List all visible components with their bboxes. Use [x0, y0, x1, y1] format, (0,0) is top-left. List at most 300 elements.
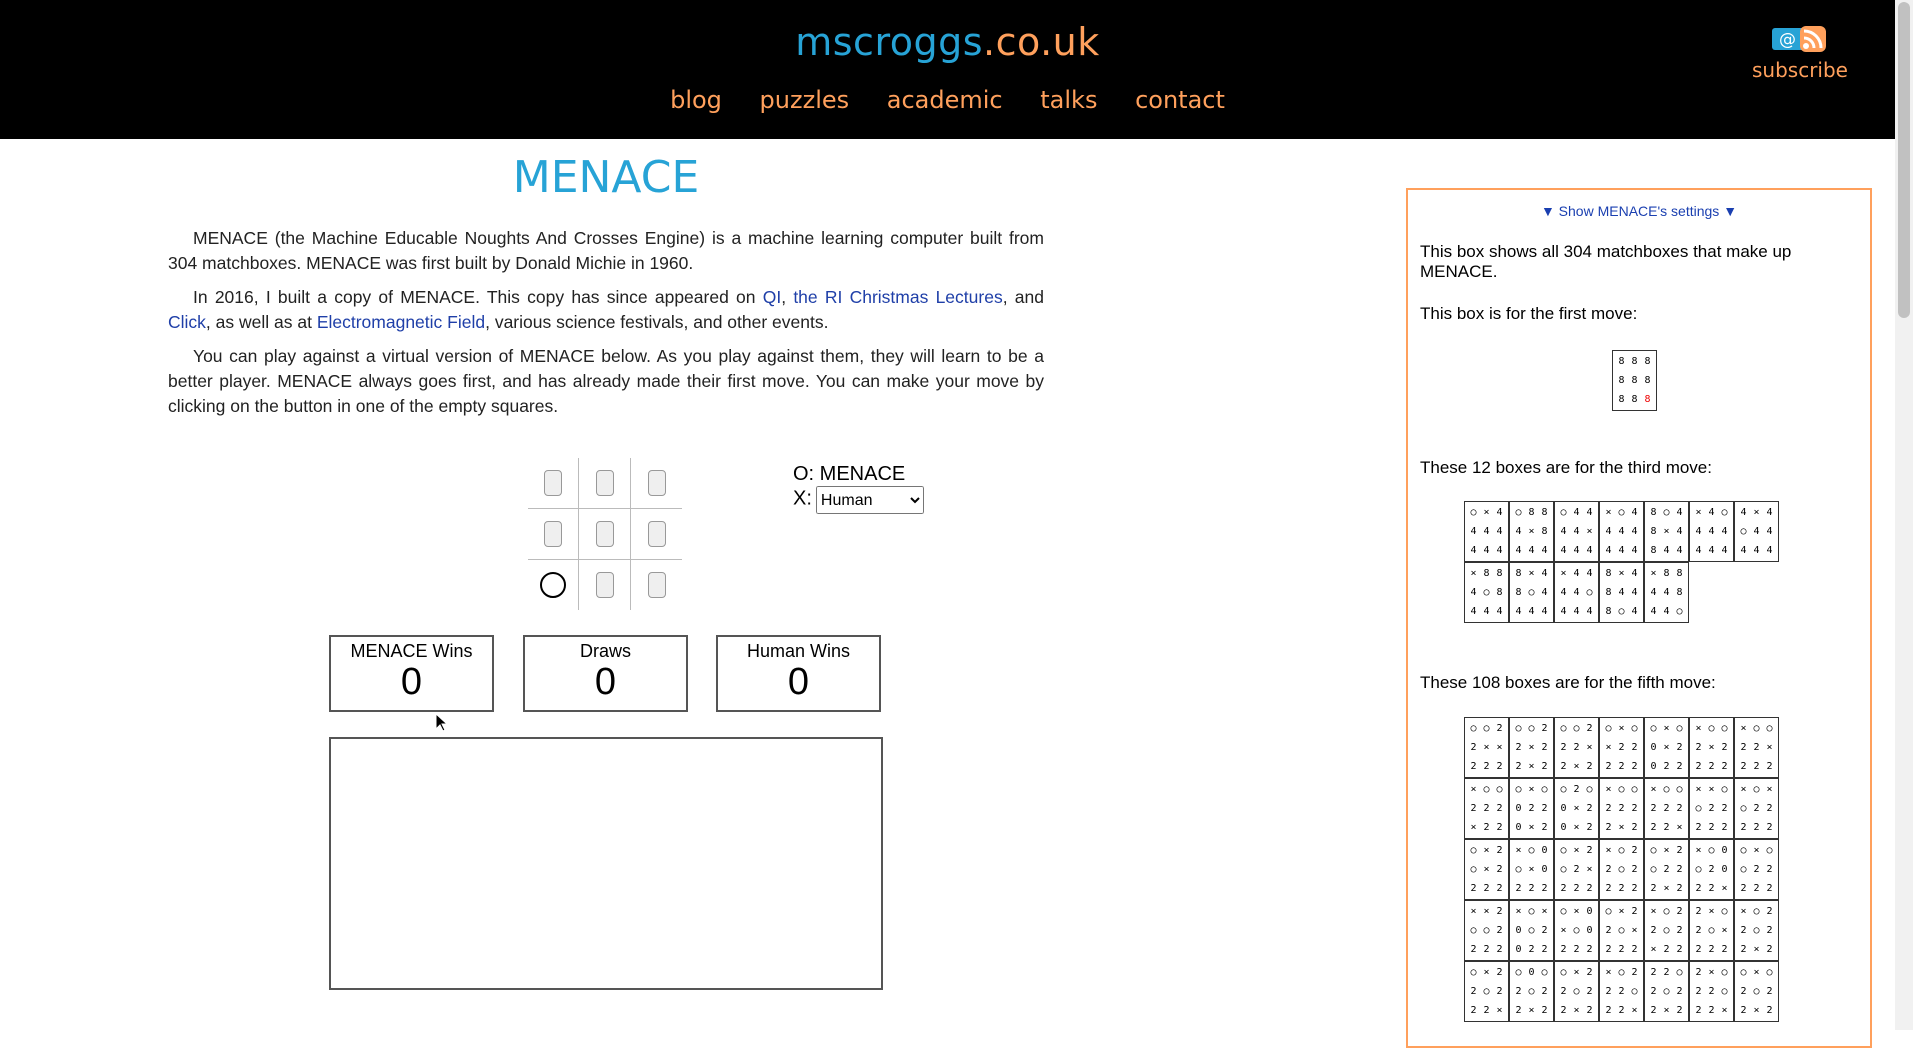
- third-move-boxes: [1464, 501, 1818, 623]
- matchbox-cell: 4: [1573, 507, 1580, 518]
- board-cell[interactable]: [528, 458, 578, 508]
- matchbox-cell: 2: [1650, 822, 1657, 833]
- matchbox-cell: ×: [1496, 742, 1503, 753]
- cell-button[interactable]: [648, 572, 666, 598]
- matchbox-cell: 2: [1676, 1005, 1683, 1016]
- matchbox-cell: ○: [1560, 784, 1567, 795]
- matchbox: [1689, 961, 1734, 1022]
- matchbox-cell: 2: [1740, 883, 1747, 894]
- matchbox-cell: 2: [1708, 761, 1715, 772]
- matchbox-cell: 2: [1541, 761, 1548, 772]
- matchbox-cell: 2: [1483, 944, 1490, 955]
- matchbox-cell: 4: [1740, 545, 1747, 556]
- matchbox-cell: ○: [1573, 723, 1580, 734]
- matchbox-cell: 2: [1753, 761, 1760, 772]
- x-player-select[interactable]: [816, 486, 924, 514]
- subscribe-label: subscribe: [1752, 58, 1848, 82]
- matchbox-cell: 2: [1605, 883, 1612, 894]
- matchbox-cell: 4: [1560, 606, 1567, 617]
- board-cell: [528, 560, 578, 610]
- matchbox-cell: 2: [1586, 822, 1593, 833]
- matchbox-cell: 2: [1470, 803, 1477, 814]
- matchbox-cell: 2: [1766, 761, 1773, 772]
- matchbox-cell: 4: [1766, 526, 1773, 537]
- score-label: MENACE Wins: [350, 641, 473, 661]
- matchbox-cell: ×: [1740, 784, 1747, 795]
- matchbox-cell: 2: [1631, 967, 1638, 978]
- matchbox-cell: 0: [1528, 967, 1535, 978]
- matchbox-cell: ○: [1573, 925, 1580, 936]
- third-move-label: These 12 boxes are for the third move:: [1420, 458, 1712, 477]
- matchbox-cell: 4: [1631, 526, 1638, 537]
- matchbox-cell: 2: [1605, 761, 1612, 772]
- menace-wins-box: [329, 635, 494, 712]
- matchbox-cell: 2: [1496, 883, 1503, 894]
- matchbox-cell: 4: [1676, 526, 1683, 537]
- matchbox: [1644, 717, 1689, 778]
- matchbox-cell: 2: [1483, 822, 1490, 833]
- matchbox-cell: 4: [1695, 526, 1702, 537]
- matchbox-cell: 4: [1560, 545, 1567, 556]
- matchbox: [1599, 717, 1644, 778]
- matchbox-cell: 2: [1560, 944, 1567, 955]
- matchbox-cell: 4: [1663, 545, 1670, 556]
- matchbox-cell: ×: [1483, 845, 1490, 856]
- matchbox-cell: 4: [1631, 545, 1638, 556]
- matchbox-cell: 2: [1541, 986, 1548, 997]
- matchbox-cell: ○: [1721, 723, 1728, 734]
- matchbox-cell: 2: [1753, 822, 1760, 833]
- matchbox-cell: 4: [1573, 568, 1580, 579]
- board-cell[interactable]: [528, 509, 578, 559]
- matchbox-cell: 4: [1560, 587, 1567, 598]
- matchbox-cell: ×: [1573, 906, 1580, 917]
- matchbox-cell: 2: [1650, 925, 1657, 936]
- matchbox-cell: 2: [1586, 967, 1593, 978]
- matchbox-cell: 2: [1618, 761, 1625, 772]
- matchbox-cell: ○: [1618, 507, 1625, 518]
- matchbox-cell: 2: [1708, 822, 1715, 833]
- matchbox-cell: ○: [1560, 723, 1567, 734]
- nav-talks[interactable]: talks: [1040, 86, 1098, 114]
- matchbox-cell: ×: [1708, 967, 1715, 978]
- matchbox-cell: 4: [1515, 606, 1522, 617]
- nav-puzzles[interactable]: puzzles: [759, 86, 850, 114]
- nav-contact[interactable]: contact: [1135, 86, 1225, 114]
- matchbox-cell: 2: [1631, 944, 1638, 955]
- matchbox-cell: 2: [1766, 1005, 1773, 1016]
- matchbox-cell: ○: [1721, 906, 1728, 917]
- game-log: [329, 737, 883, 990]
- matchbox: [1644, 961, 1689, 1022]
- matchbox-cell: ×: [1695, 507, 1702, 518]
- matchbox-cell: 4: [1541, 545, 1548, 556]
- matchbox: [1554, 501, 1599, 562]
- cell-button[interactable]: [596, 470, 614, 496]
- first-move-boxes: [1612, 350, 1657, 411]
- matchbox-cell: 8: [1496, 568, 1503, 579]
- matchbox-cell: ×: [1663, 1005, 1670, 1016]
- matchbox-cell: 4: [1631, 606, 1638, 617]
- matchbox-cell: ○: [1740, 967, 1747, 978]
- nought-mark: [540, 572, 566, 598]
- scrollbar[interactable]: [1895, 0, 1913, 1030]
- matchbox-cell: ○: [1618, 864, 1625, 875]
- matchbox-cell: ×: [1708, 906, 1715, 917]
- subscribe-link[interactable]: [1745, 22, 1855, 82]
- players-panel: [793, 463, 924, 514]
- matchbox-cell: 4: [1618, 587, 1625, 598]
- matchbox-cell: 2: [1766, 822, 1773, 833]
- nav-academic[interactable]: academic: [886, 86, 1003, 114]
- matchbox-cell: 2: [1496, 925, 1503, 936]
- matchbox-cell: 0: [1721, 845, 1728, 856]
- matchbox-cell: ○: [1560, 507, 1567, 518]
- matchbox-cell: 0: [1650, 761, 1657, 772]
- matchbox-cell: 4: [1708, 507, 1715, 518]
- matchbox-cell: ○: [1470, 864, 1477, 875]
- matchbox-cell: 8: [1650, 545, 1657, 556]
- x-player-row: [793, 486, 924, 514]
- matchbox: [1734, 900, 1779, 961]
- matchbox-cell: ○: [1541, 784, 1548, 795]
- matchbox-cell: 2: [1496, 944, 1503, 955]
- board-line: [630, 458, 631, 610]
- matchbox-cell: 4: [1663, 606, 1670, 617]
- matchbox-cell: 2: [1650, 1005, 1657, 1016]
- matchbox-cell: 8: [1483, 568, 1490, 579]
- matchbox: [1464, 501, 1509, 562]
- matchbox-cell: 2: [1470, 1005, 1477, 1016]
- matchbox-cell: 2: [1708, 986, 1715, 997]
- matchbox-cell: 2: [1695, 967, 1702, 978]
- matchbox: [1644, 501, 1689, 562]
- matchbox-cell: ×: [1560, 925, 1567, 936]
- matchbox-cell: 4: [1560, 526, 1567, 537]
- matchbox-cell: ○: [1663, 986, 1670, 997]
- matchbox-cell: ○: [1528, 845, 1535, 856]
- cell-button[interactable]: [648, 470, 666, 496]
- matchbox-cell: ○: [1560, 906, 1567, 917]
- matchbox-cell: ○: [1650, 864, 1657, 875]
- matchbox-cell: 2: [1708, 1005, 1715, 1016]
- matchbox-cell: ×: [1708, 742, 1715, 753]
- matchbox-cell: ×: [1663, 723, 1670, 734]
- matchbox-cell: ×: [1470, 784, 1477, 795]
- matchbox-cell: ×: [1605, 507, 1612, 518]
- link-qi[interactable]: QI: [762, 287, 782, 307]
- matchbox-cell: 2: [1753, 742, 1760, 753]
- svg-text:@: @: [1779, 30, 1796, 50]
- matchbox-cell: 2: [1631, 864, 1638, 875]
- matchbox-cell: ○: [1753, 906, 1760, 917]
- matchbox-cell: 2: [1663, 761, 1670, 772]
- matchbox-cell: 2: [1631, 845, 1638, 856]
- matchbox-cell: 2: [1496, 967, 1503, 978]
- matchbox-cell: 4: [1483, 526, 1490, 537]
- matchbox-cell: 2: [1586, 723, 1593, 734]
- matchbox-cell: 2: [1515, 761, 1522, 772]
- matchbox-cell: 2: [1663, 822, 1670, 833]
- link-click[interactable]: Click: [168, 312, 206, 332]
- matchbox-cell: 2: [1483, 883, 1490, 894]
- cell-button[interactable]: [596, 572, 614, 598]
- matchbox-cell: ○: [1618, 784, 1625, 795]
- matchbox-cell: ○: [1605, 906, 1612, 917]
- cell-button[interactable]: [544, 470, 562, 496]
- matchbox: [1509, 839, 1554, 900]
- matchbox-cell: ○: [1695, 803, 1702, 814]
- matchbox-cell: 2: [1483, 1005, 1490, 1016]
- matchbox-cell: ○: [1631, 784, 1638, 795]
- matchbox-cell: ×: [1560, 568, 1567, 579]
- matchbox-cell: 2: [1695, 925, 1702, 936]
- matchbox-cell: 4: [1496, 545, 1503, 556]
- intro-paragraph-1: MENACE (the Machine Educable Noughts And Crosses Engine) is a machine learning computer built from 304 matchboxes. MENACE was first built by Donald Michie in 1960.: [168, 228, 1044, 273]
- matchbox-cell: ×: [1663, 526, 1670, 537]
- matchbox-cell: ×: [1618, 568, 1625, 579]
- matchbox-cell: ×: [1573, 967, 1580, 978]
- scrollbar-thumb[interactable]: [1898, 2, 1910, 318]
- matchbox-cell: ○: [1650, 723, 1657, 734]
- matchbox-cell: 8: [1650, 507, 1657, 518]
- matchbox-cell: ○: [1721, 507, 1728, 518]
- link-electromagnetic-field[interactable]: Electromagnetic Field: [316, 312, 486, 332]
- matchbox-cell: 4: [1573, 545, 1580, 556]
- matchbox-cell: 2: [1470, 986, 1477, 997]
- matchbox-cell: 2: [1541, 883, 1548, 894]
- matchbox-cell: 2: [1605, 944, 1612, 955]
- matchbox-cell: ○: [1740, 864, 1747, 875]
- matchbox: [1644, 778, 1689, 839]
- matchbox-cell: ○: [1740, 803, 1747, 814]
- settings-toggle[interactable]: ▼ Show MENACE's settings ▼: [1540, 203, 1738, 219]
- matchbox-cell: 2: [1708, 944, 1715, 955]
- matchbox-cell: ○: [1708, 723, 1715, 734]
- score-value: 0: [594, 661, 617, 703]
- matchbox-cell: ×: [1695, 723, 1702, 734]
- matchbox-cell: 2: [1541, 723, 1548, 734]
- matchbox-cell: 2: [1721, 944, 1728, 955]
- matchbox-cell: 4: [1676, 507, 1683, 518]
- matchbox-cell: 4: [1470, 545, 1477, 556]
- matchbox-cell: 4: [1721, 526, 1728, 537]
- matchbox-cell: 2: [1721, 803, 1728, 814]
- x-player-label: X:: [793, 487, 812, 510]
- matchbox-cell: 0: [1515, 944, 1522, 955]
- matchbox-cell: ○: [1528, 906, 1535, 917]
- matchbox-cell: ○: [1560, 864, 1567, 875]
- matchbox-cell: 2: [1605, 925, 1612, 936]
- matchbox-cell: 2: [1515, 742, 1522, 753]
- matchbox-cell: 0: [1650, 742, 1657, 753]
- matchbox-cell: 4: [1708, 545, 1715, 556]
- board-cell[interactable]: [580, 458, 630, 508]
- matchbox: [1599, 501, 1644, 562]
- matchbox-cell: 2: [1650, 883, 1657, 894]
- matchbox-cell: ×: [1650, 906, 1657, 917]
- board-cell[interactable]: [632, 560, 682, 610]
- matchbox-cell: 4: [1663, 587, 1670, 598]
- matchbox-cell: ×: [1676, 822, 1683, 833]
- matchbox-cell: 2: [1573, 864, 1580, 875]
- matchbox-cell: 4: [1650, 587, 1657, 598]
- matchbox-cell: 2: [1483, 803, 1490, 814]
- matchbox-cell: 2: [1766, 944, 1773, 955]
- score-value: 0: [787, 661, 810, 703]
- matchbox-cell: ×: [1605, 742, 1612, 753]
- board-cell[interactable]: [632, 509, 682, 559]
- matchbox-cell: 0: [1560, 822, 1567, 833]
- matchbox-cell: 4: [1483, 606, 1490, 617]
- matchbox-cell: ○: [1470, 507, 1477, 518]
- matchbox: [1734, 501, 1779, 562]
- matchbox-cell: 4: [1605, 526, 1612, 537]
- matchbox: [1644, 900, 1689, 961]
- matchbox-cell: ×: [1721, 883, 1728, 894]
- matchbox-cell: 2: [1515, 883, 1522, 894]
- matchbox-cell: 2: [1740, 1005, 1747, 1016]
- matchbox-cell: 2: [1663, 803, 1670, 814]
- matchbox-cell: 2: [1483, 761, 1490, 772]
- matchbox-cell: ×: [1483, 967, 1490, 978]
- page-title: MENACE: [512, 152, 700, 203]
- link-ri-christmas-lectures[interactable]: the RI Christmas Lectures: [793, 287, 1003, 307]
- matchbox-cell: 2: [1650, 803, 1657, 814]
- matchbox-cell: 2: [1618, 1005, 1625, 1016]
- matchbox-cell: 4: [1618, 526, 1625, 537]
- matchbox-cell: 4: [1541, 606, 1548, 617]
- matchbox-cell: 4: [1528, 606, 1535, 617]
- cell-button[interactable]: [544, 521, 562, 547]
- matchbox-cell: ○: [1496, 784, 1503, 795]
- matchbox-cell: 4: [1618, 545, 1625, 556]
- cell-button[interactable]: [596, 521, 614, 547]
- matchbox-cell: 2: [1695, 742, 1702, 753]
- matchbox-cell: 2: [1515, 1005, 1522, 1016]
- matchbox-cell: 8: [1515, 587, 1522, 598]
- matchbox-cell: ×: [1753, 507, 1760, 518]
- matchbox-cell: ×: [1528, 784, 1535, 795]
- matchbox-cell: ×: [1753, 845, 1760, 856]
- matchbox-cell: 0: [1721, 864, 1728, 875]
- matchbox-cell: 2: [1573, 784, 1580, 795]
- matchbox: [1464, 839, 1509, 900]
- matchbox: [1689, 839, 1734, 900]
- matchbox: [1734, 778, 1779, 839]
- matchbox-cell: 8: [1605, 606, 1612, 617]
- matchbox-cell: ○: [1541, 967, 1548, 978]
- matchbox-cell: ○: [1618, 967, 1625, 978]
- matchbox-cell: ×: [1650, 944, 1657, 955]
- first-move-label: This box is for the first move:: [1420, 304, 1638, 323]
- matchbox-cell: 2: [1560, 883, 1567, 894]
- matchbox-cell: ○: [1708, 925, 1715, 936]
- matchbox-cell: ×: [1753, 1005, 1760, 1016]
- matchbox-cell: 2: [1721, 822, 1728, 833]
- matchbox-cell: 2: [1560, 1005, 1567, 1016]
- matchbox-cell: 2: [1740, 944, 1747, 955]
- mouse-cursor-icon: [436, 714, 448, 737]
- matchbox-cell: 8: [1631, 375, 1638, 386]
- matchbox-cell: ○: [1753, 723, 1760, 734]
- matchbox-cell: ×: [1766, 742, 1773, 753]
- matchbox-cell: 2: [1766, 883, 1773, 894]
- cell-button[interactable]: [648, 521, 666, 547]
- matchbox-cell: ○: [1663, 784, 1670, 795]
- matchbox-cell: ○: [1618, 845, 1625, 856]
- site-logo[interactable]: mscroggs.co.uk: [795, 20, 1100, 64]
- matchbox-cell: ○: [1470, 845, 1477, 856]
- matchbox-cell: 4: [1740, 507, 1747, 518]
- nav-blog[interactable]: blog: [670, 86, 722, 114]
- matchbox-cell: 2: [1708, 864, 1715, 875]
- matchbox-cell: 4: [1708, 526, 1715, 537]
- matchbox-cell: 0: [1541, 845, 1548, 856]
- matchbox-cell: 2: [1515, 986, 1522, 997]
- matchbox-cell: ○: [1483, 925, 1490, 936]
- site-header: [0, 0, 1895, 139]
- matchbox-cell: ×: [1586, 864, 1593, 875]
- matchbox: [1554, 717, 1599, 778]
- matchbox-cell: ×: [1605, 784, 1612, 795]
- matchbox-cell: 2: [1676, 986, 1683, 997]
- matchbox-cell: 2: [1663, 864, 1670, 875]
- matchbox-cell: 8: [1644, 356, 1651, 367]
- matchbox-cell: 4: [1753, 545, 1760, 556]
- matchbox: [1734, 839, 1779, 900]
- matchbox-cell: 2: [1496, 986, 1503, 997]
- matchbox-cell: 4: [1586, 568, 1593, 579]
- matchbox-cell: ×: [1663, 883, 1670, 894]
- board-cell[interactable]: [632, 458, 682, 508]
- email-rss-icon: [1770, 22, 1830, 56]
- matchbox-cell: 8: [1541, 507, 1548, 518]
- game-board: [528, 458, 682, 610]
- matchbox: [1689, 717, 1734, 778]
- matchbox-cell: 2: [1695, 883, 1702, 894]
- board-cell[interactable]: [580, 509, 630, 559]
- matchbox-cell: ×: [1695, 784, 1702, 795]
- matchbox-cell: 8: [1618, 375, 1625, 386]
- matchbox-cell: 2: [1676, 925, 1683, 936]
- matchbox-cell: 2: [1663, 944, 1670, 955]
- board-cell[interactable]: [580, 560, 630, 610]
- fifth-move-label: These 108 boxes are for the fifth move:: [1420, 673, 1716, 692]
- matchbox-cell: ×: [1753, 944, 1760, 955]
- matchbox-cell: 4: [1650, 606, 1657, 617]
- matchbox: [1644, 839, 1689, 900]
- matchbox: [1554, 961, 1599, 1022]
- matchbox-cell: ×: [1766, 784, 1773, 795]
- intro-text: [168, 226, 1044, 428]
- matchbox-cell: 8: [1618, 356, 1625, 367]
- draws-box: [523, 635, 688, 712]
- matchbox-cell: ×: [1483, 742, 1490, 753]
- matchbox-cell: ×: [1650, 568, 1657, 579]
- matchbox-cell: 4: [1541, 568, 1548, 579]
- matchbox-cell: ○: [1515, 864, 1522, 875]
- matchbox-cell: 2: [1618, 986, 1625, 997]
- matchbox-cell: 2: [1708, 803, 1715, 814]
- matchbox-cell: 4: [1676, 545, 1683, 556]
- matchbox-cell: ×: [1483, 864, 1490, 875]
- matchbox-cell: ○: [1470, 925, 1477, 936]
- matchbox-cell: ○: [1676, 723, 1683, 734]
- matchbox-panel: [1406, 188, 1872, 1048]
- matchbox-cell: 4: [1753, 526, 1760, 537]
- matchbox-cell: 2: [1695, 1005, 1702, 1016]
